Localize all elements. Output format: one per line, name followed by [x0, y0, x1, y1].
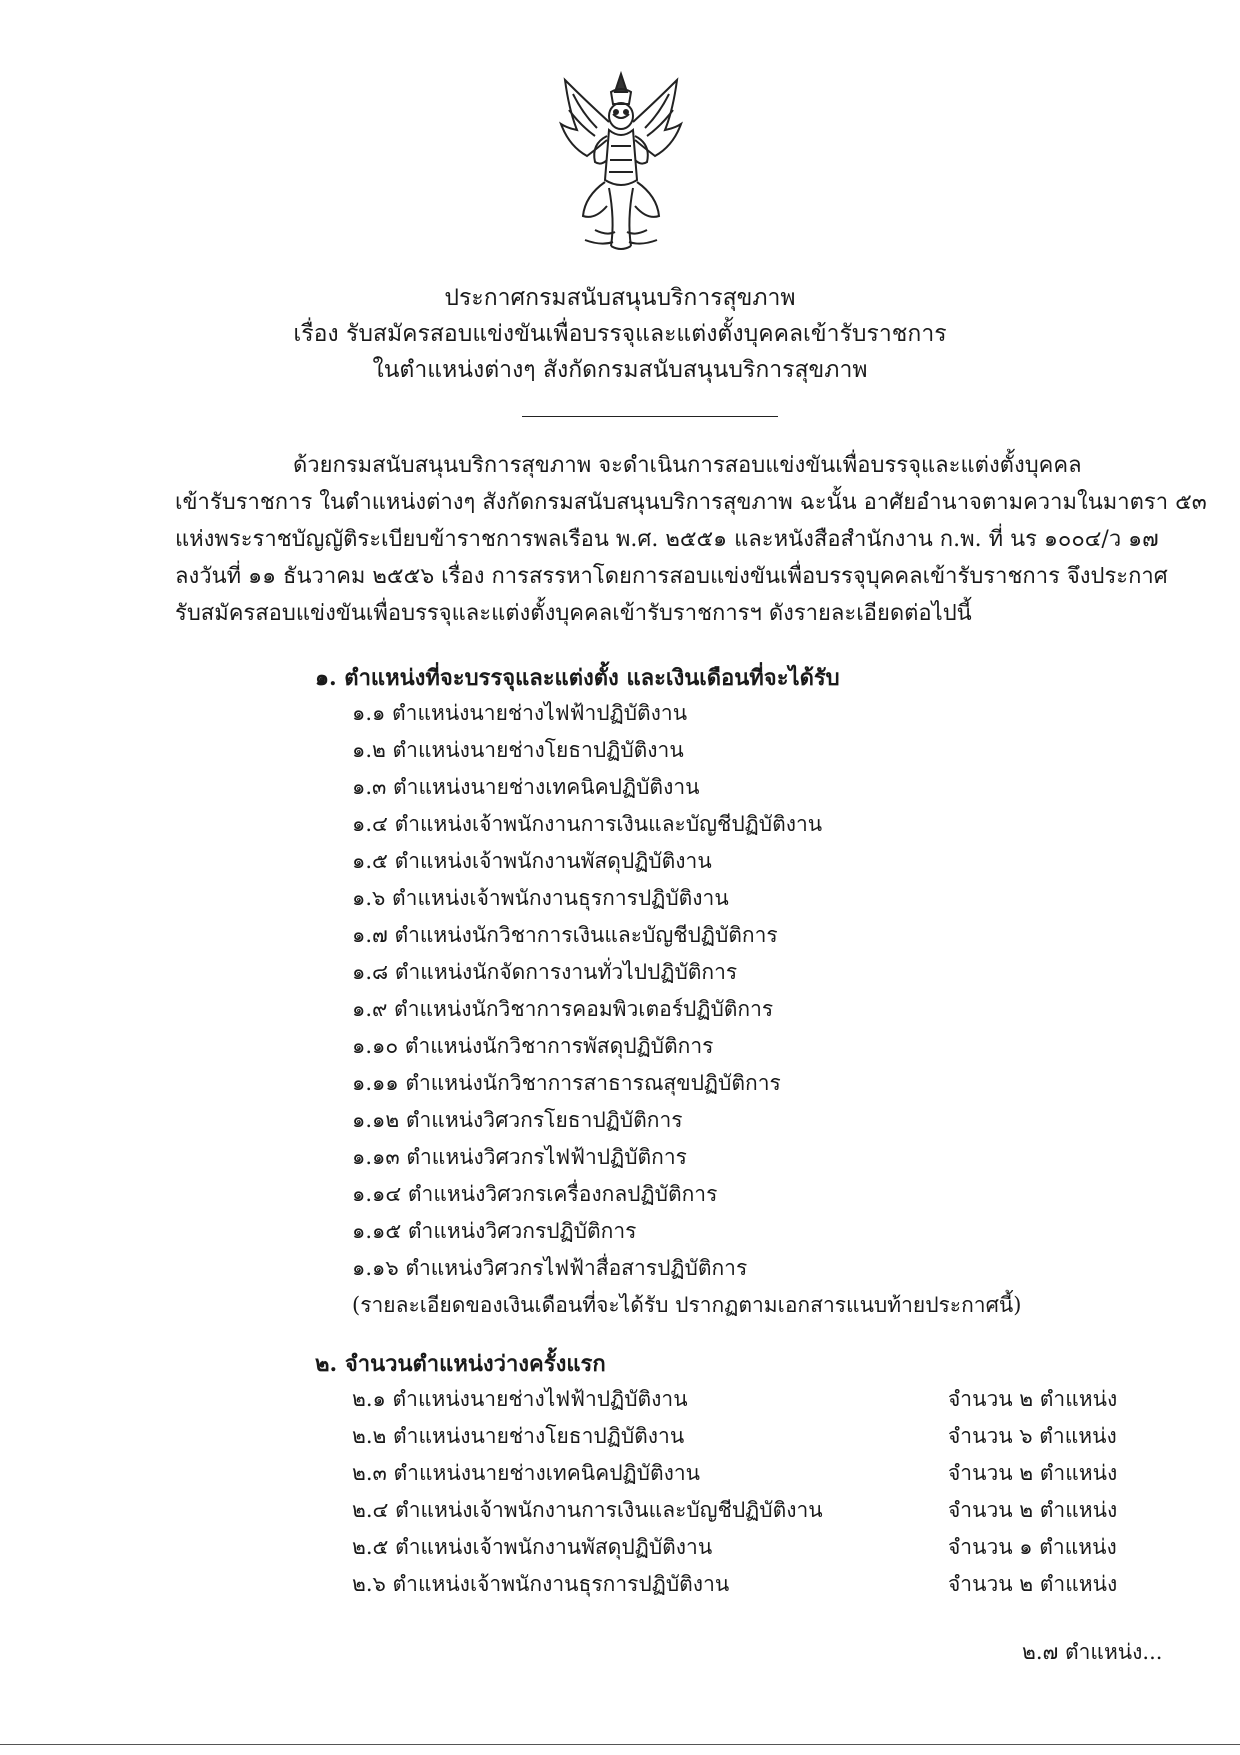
intro-line: ลงวันที่ ๑๑ ธันวาคม ๒๕๕๖ เรื่อง การสรรหาโดยการสอบแข่งขันเพื่อบรรจุบุคคลเข้ารับราชการ จึงประกาศ	[175, 564, 1168, 589]
vacancy-label: ๒.๕ ตำแหน่งเจ้าพนักงานพัสดุปฏิบัติงาน	[352, 1535, 713, 1559]
position-item: ๑.๓ ตำแหน่งนายช่างเทคนิคปฏิบัติงาน	[352, 775, 700, 799]
vacancy-label: ๒.๒ ตำแหน่งนายช่างโยธาปฏิบัติงาน	[352, 1424, 685, 1448]
intro-line: ด้วยกรมสนับสนุนบริการสุขภาพ จะดำเนินการสอบแข่งขันเพื่อบรรจุและแต่งตั้งบุคคล	[293, 453, 1082, 478]
page-bottom-edge	[0, 1744, 1240, 1745]
vacancy-count: จำนวน ๒ ตำแหน่ง	[948, 1572, 1118, 1596]
intro-line: รับสมัครสอบแข่งขันเพื่อบรรจุและแต่งตั้งบุคคลเข้ารับราชการฯ ดังรายละเอียดต่อไปนี้	[175, 601, 972, 626]
announcement-subject-line2: ในตำแหน่งต่างๆ สังกัดกรมสนับสนุนบริการสุขภาพ	[372, 357, 868, 383]
salary-note: (รายละเอียดของเงินเดือนที่จะได้รับ ปรากฏตามเอกสารแนบท้ายประกาศนี้)	[352, 1293, 1022, 1317]
position-item: ๑.๕ ตำแหน่งเจ้าพนักงานพัสดุปฏิบัติงาน	[352, 849, 712, 873]
vacancy-count: จำนวน ๒ ตำแหน่ง	[948, 1387, 1118, 1411]
page-continuation: ๒.๗ ตำแหน่ง...	[1022, 1640, 1163, 1664]
vacancy-count: จำนวน ๑ ตำแหน่ง	[948, 1535, 1117, 1559]
section-2-title: ๒. จำนวนตำแหน่งว่างครั้งแรก	[315, 1351, 606, 1377]
vacancy-label: ๒.๓ ตำแหน่งนายช่างเทคนิคปฏิบัติงาน	[352, 1461, 700, 1485]
position-item: ๑.๑ ตำแหน่งนายช่างไฟฟ้าปฏิบัติงาน	[352, 701, 688, 725]
position-item: ๑.๙ ตำแหน่งนักวิชาการคอมพิวเตอร์ปฏิบัติการ	[352, 997, 774, 1021]
vacancy-label: ๒.๑ ตำแหน่งนายช่างไฟฟ้าปฏิบัติงาน	[352, 1387, 688, 1411]
position-item: ๑.๑๑ ตำแหน่งนักวิชาการสาธารณสุขปฏิบัติการ	[352, 1071, 781, 1095]
position-item: ๑.๖ ตำแหน่งเจ้าพนักงานธุรการปฏิบัติงาน	[352, 886, 729, 910]
section-1-title: ๑. ตำแหน่งที่จะบรรจุและแต่งตั้ง และเงินเดือนที่จะได้รับ	[315, 665, 840, 691]
vacancy-count: จำนวน ๖ ตำแหน่ง	[948, 1424, 1117, 1448]
intro-line: เข้ารับราชการ ในตำแหน่งต่างๆ สังกัดกรมสนับสนุนบริการสุขภาพ ฉะนั้น อาศัยอำนาจตามความในมาตรา ๕๓	[175, 490, 1207, 515]
title-divider	[522, 416, 778, 417]
position-item: ๑.๑๕ ตำแหน่งวิศวกรปฏิบัติการ	[352, 1219, 637, 1243]
intro-line: แห่งพระราชบัญญัติระเบียบข้าราชการพลเรือน พ.ศ. ๒๕๕๑ และหนังสือสำนักงาน ก.พ. ที่ นร ๑๐๐๔/ว ๑๗	[175, 527, 1159, 552]
announcement-title: ประกาศกรมสนับสนุนบริการสุขภาพ	[444, 285, 796, 311]
position-item: ๑.๑๖ ตำแหน่งวิศวกรไฟฟ้าสื่อสารปฏิบัติการ	[352, 1256, 748, 1280]
vacancy-label: ๒.๔ ตำแหน่งเจ้าพนักงานการเงินและบัญชีปฏิบัติงาน	[352, 1498, 823, 1522]
position-item: ๑.๑๓ ตำแหน่งวิศวกรไฟฟ้าปฏิบัติการ	[352, 1145, 687, 1169]
position-item: ๑.๑๔ ตำแหน่งวิศวกรเครื่องกลปฏิบัติการ	[352, 1182, 718, 1206]
position-item: ๑.๑๐ ตำแหน่งนักวิชาการพัสดุปฏิบัติการ	[352, 1034, 714, 1058]
position-item: ๑.๔ ตำแหน่งเจ้าพนักงานการเงินและบัญชีปฏิบัติงาน	[352, 812, 823, 836]
position-item: ๑.๘ ตำแหน่งนักจัดการงานทั่วไปปฏิบัติการ	[352, 960, 738, 984]
position-item: ๑.๗ ตำแหน่งนักวิชาการเงินและบัญชีปฏิบัติการ	[352, 923, 778, 947]
vacancy-count: จำนวน ๒ ตำแหน่ง	[948, 1498, 1118, 1522]
announcement-subject: เรื่อง รับสมัครสอบแข่งขันเพื่อบรรจุและแต่งตั้งบุคคลเข้ารับราชการ	[293, 321, 947, 347]
position-item: ๑.๒ ตำแหน่งนายช่างโยธาปฏิบัติงาน	[352, 738, 684, 762]
garuda-emblem-icon	[555, 70, 687, 255]
vacancy-label: ๒.๖ ตำแหน่งเจ้าพนักงานธุรการปฏิบัติงาน	[352, 1572, 730, 1596]
position-item: ๑.๑๒ ตำแหน่งวิศวกรโยธาปฏิบัติการ	[352, 1108, 683, 1132]
vacancy-count: จำนวน ๒ ตำแหน่ง	[948, 1461, 1118, 1485]
